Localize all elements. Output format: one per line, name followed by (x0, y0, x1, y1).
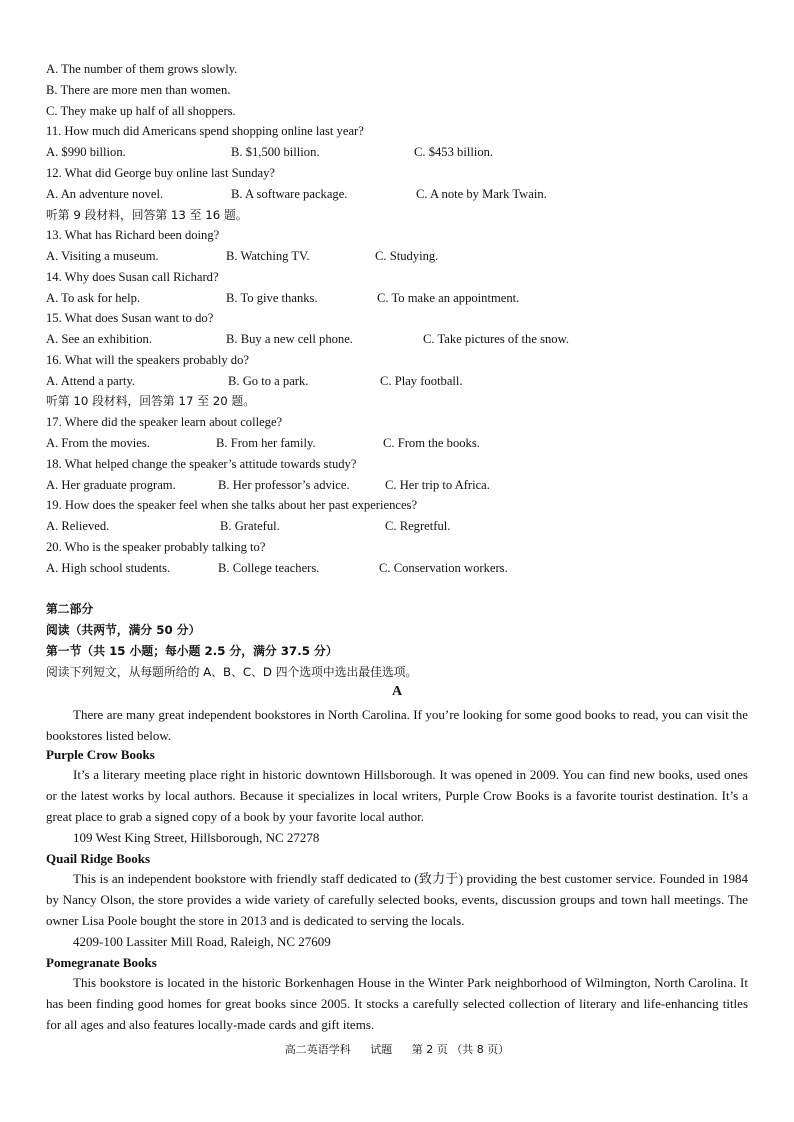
q12-stem: 12. What did George buy online last Sunday? (46, 166, 275, 180)
q20-stem: 20. Who is the speaker probably talking to? (46, 540, 266, 554)
footer-page-number: 第 2 页 （共 8 页） (411, 1043, 510, 1056)
footer-subject: 高二英语学科 (284, 1043, 351, 1056)
q13-option-c: C. Studying. (375, 249, 439, 263)
store-address-quail-ridge: 4209-100 Lassiter Mill Road, Raleigh, NC 27609 (73, 934, 331, 949)
q16-option-a: A. Attend a party. (46, 374, 136, 388)
q12-option-b: B. A software package. (231, 187, 348, 201)
q17-stem: 17. Where did the speaker learn about college? (46, 415, 283, 429)
store-name-pomegranate: Pomegranate Books (46, 955, 157, 970)
q20-option-b: B. College teachers. (218, 561, 320, 575)
q14-stem: 14. Why does Susan call Richard? (46, 270, 219, 284)
q12-option-c: C. A note by Mark Twain. (416, 187, 547, 201)
q18-option-b: B. Her professor’s advice. (218, 478, 350, 492)
q10-option-a: A. The number of them grows slowly. (46, 62, 238, 76)
q11-stem: 11. How much did Americans spend shopping online last year? (46, 124, 364, 138)
q14-option-a: A. To ask for help. (46, 291, 141, 305)
section-one-heading: 第一节（共 15 小题；每小题 2.5 分，满分 37.5 分） (46, 644, 338, 658)
q16-option-b: B. Go to a park. (228, 374, 309, 388)
q13-option-b: B. Watching TV. (226, 249, 310, 263)
q18-option-c: C. Her trip to Africa. (385, 478, 490, 492)
part-two-heading: 第二部分 (46, 602, 94, 616)
store-name-purple-crow: Purple Crow Books (46, 747, 155, 762)
q15-option-a: A. See an exhibition. (46, 332, 152, 346)
store-name-quail-ridge: Quail Ridge Books (46, 851, 151, 866)
q12-option-a: A. An adventure novel. (46, 187, 164, 201)
store-description-purple-crow: It’s a literary meeting place right in historic downtown Hillsborough. It was opened in 2009. You can find new books, used ones or the latest works by local authors. Because it specializes in local writers, Purple Crow Books is a favorite tourist destination. It’s a great place to grab a signed copy of a book by your favorite local author. (46, 767, 748, 824)
section9-instruction: 听第 9 段材料，回答第 13 至 16 题。 (46, 208, 248, 222)
section10-instruction: 听第 10 段材料，回答第 17 至 20 题。 (46, 394, 256, 408)
q19-option-c: C. Regretful. (385, 519, 451, 533)
footer-paper: 试题 (370, 1043, 393, 1056)
q15-option-c: C. Take pictures of the snow. (423, 332, 570, 346)
reading-heading: 阅读（共两节，满分 50 分） (46, 623, 201, 637)
q14-option-c: C. To make an appointment. (377, 291, 520, 305)
q13-option-a: A. Visiting a museum. (46, 249, 159, 263)
store-address-purple-crow: 109 West King Street, Hillsborough, NC 27278 (73, 830, 320, 845)
passage-intro: There are many great independent bookstores in North Carolina. If you’re looking for some good books to read, you can visit the bookstores listed below. (46, 707, 748, 743)
q19-stem: 19. How does the speaker feel when she talks about her past experiences? (46, 498, 418, 512)
passage-label: A (391, 684, 403, 699)
q11-option-a: A. $990 billion. (46, 145, 126, 159)
q11-option-b: B. $1,500 billion. (231, 145, 320, 159)
q15-option-b: B. Buy a new cell phone. (226, 332, 353, 346)
q19-option-b: B. Grateful. (220, 519, 280, 533)
q14-option-b: B. To give thanks. (226, 291, 318, 305)
q11-option-c: C. $453 billion. (414, 145, 494, 159)
page-footer (0, 1041, 794, 1057)
q15-stem: 15. What does Susan want to do? (46, 311, 214, 325)
q18-option-a: A. Her graduate program. (46, 478, 176, 492)
q13-stem: 13. What has Richard been doing? (46, 228, 220, 242)
q17-option-b: B. From her family. (216, 436, 316, 450)
q16-stem: 16. What will the speakers probably do? (46, 353, 249, 367)
store-description-pomegranate: This bookstore is located in the historic Borkenhagen House in the Winter Park neighborhood of Wilmington, North Carolina. It has been finding good homes for great books since 2005. It stocks a carefully selected collection of literary and life-enhancing titles for all ages and also features locally-made cards and gift items. (46, 975, 748, 1032)
q16-option-c: C. Play football. (380, 374, 463, 388)
q20-option-a: A. High school students. (46, 561, 171, 575)
q10-option-b: B. There are more men than women. (46, 83, 231, 97)
reading-instruction: 阅读下列短文，从每题所给的 A、B、C、D 四个选项中选出最佳选项。 (46, 665, 418, 679)
q17-option-c: C. From the books. (383, 436, 480, 450)
q10-option-c: C. They make up half of all shoppers. (46, 104, 236, 118)
q17-option-a: A. From the movies. (46, 436, 150, 450)
q20-option-c: C. Conservation workers. (379, 561, 508, 575)
q19-option-a: A. Relieved. (46, 519, 110, 533)
q18-stem: 18. What helped change the speaker’s attitude towards study? (46, 457, 357, 471)
store-description-quail-ridge: This is an independent bookstore with friendly staff dedicated to (致力于) providing the best customer service. Founded in 1984 by Nancy Olson, the store provides a wide variety of carefully selected books, events, discussion groups and town hall meetings. The owner Lisa Poole bought the store in 2013 and is dedicated to serving the locals. (46, 871, 748, 928)
